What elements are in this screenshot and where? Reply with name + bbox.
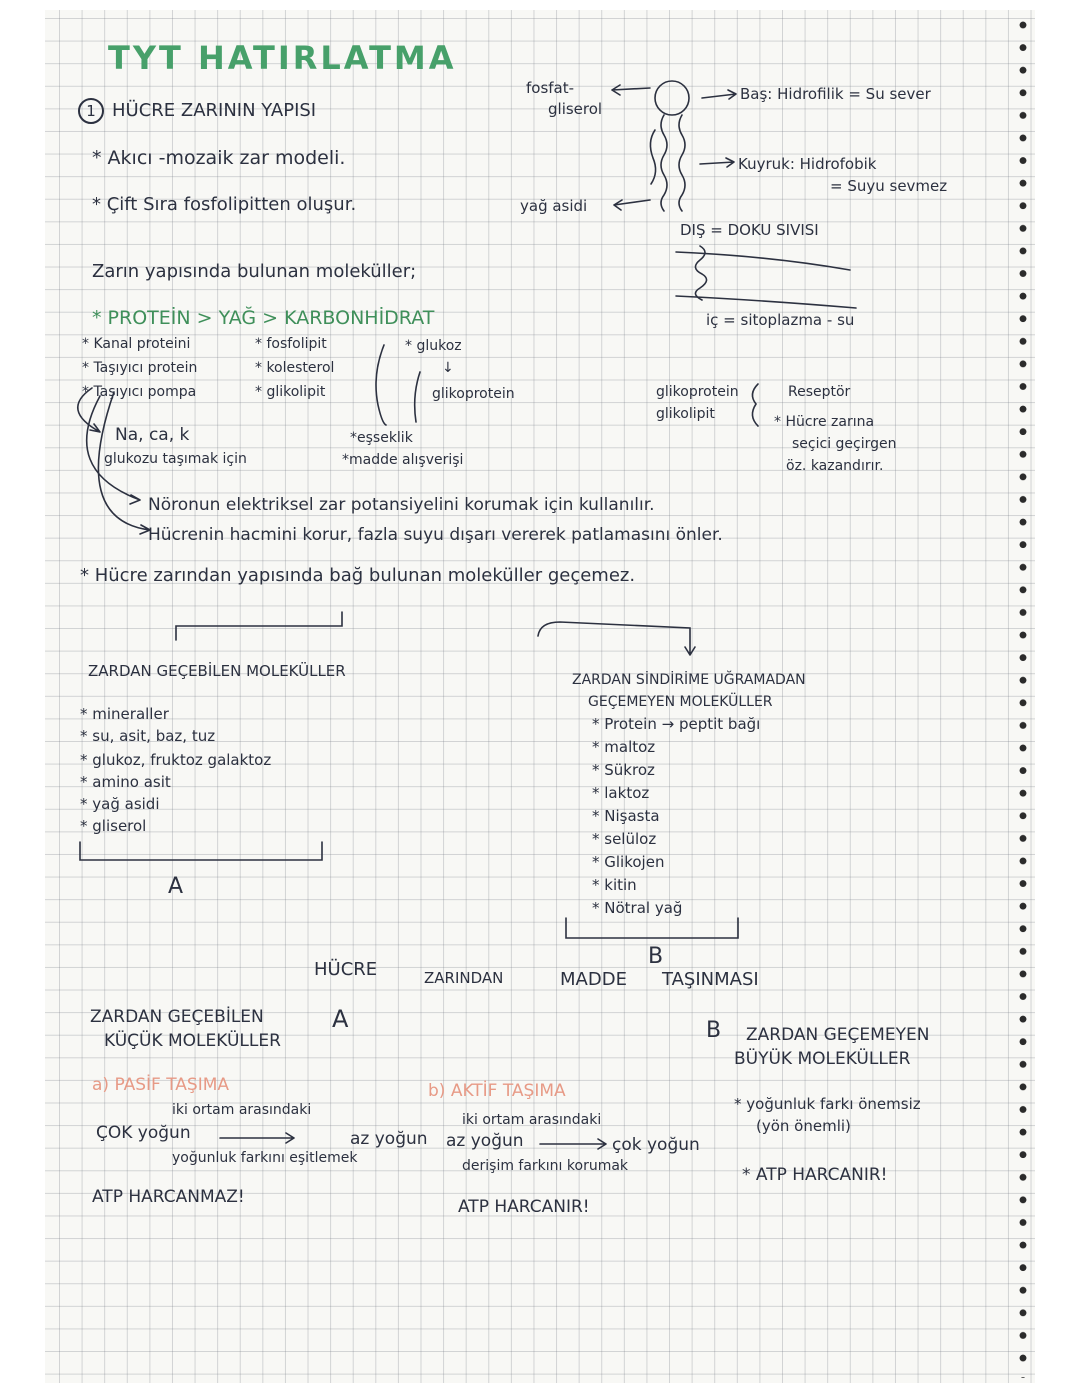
tail-label: Kuyruk: Hidrofobik: [738, 155, 877, 173]
outside-label: DIŞ = DOKU SIVISI: [680, 221, 819, 239]
ranking-line: * PROTEİN > YAĞ > KARBONHİDRAT: [92, 307, 435, 329]
receptor-desc: öz. kazandırır.: [786, 458, 884, 474]
down-arrow: ↓: [442, 360, 454, 376]
carb-item: * glukoz: [405, 338, 462, 354]
passable-item: * su, asit, baz, tuz: [80, 727, 216, 745]
passive-line-3: yoğunluk farkını eşitlemek: [172, 1150, 358, 1166]
big-title-1: ZARDAN GEÇEMEYEN: [746, 1025, 930, 1045]
active-line-1: iki ortam arasındaki: [462, 1112, 602, 1128]
big-note-2: (yön önemli): [756, 1117, 851, 1135]
exchange-label: *madde alışverişi: [342, 452, 464, 468]
nonpassable-item: * Glikojen: [592, 853, 665, 871]
passable-item: * gliserol: [80, 817, 147, 835]
nonpassable-item: * Nötral yağ: [592, 899, 683, 917]
big-title-2: BÜYÜK MOLEKÜLLER: [734, 1049, 911, 1069]
specificity-label: *eşseklik: [350, 430, 413, 446]
nonpassable-item: * Nişasta: [592, 807, 660, 825]
transport-word: MADDE: [560, 969, 627, 990]
nonpassable-letter: B: [648, 944, 664, 969]
big-letter: B: [706, 1018, 722, 1043]
passable-item: * amino asit: [80, 773, 171, 791]
section-heading: [78, 98, 316, 124]
passable-title: ZARDAN GEÇEBİLEN MOLEKÜLLER: [88, 662, 346, 680]
protein-item: * Kanal proteini: [82, 336, 191, 352]
receptor-glycolipid: glikolipit: [656, 406, 715, 422]
small-title-1: ZARDAN GEÇEBİLEN: [90, 1007, 264, 1027]
intro-line-1: * Akıcı -mozaik zar modeli.: [92, 147, 346, 169]
active-atp: ATP HARCANIR!: [458, 1197, 590, 1217]
small-title-2: KÜÇÜK MOLEKÜLLER: [104, 1031, 281, 1051]
spiral-binding: [1016, 18, 1030, 1378]
section-title: HÜCRE ZARININ YAPISI: [112, 100, 317, 121]
intro-line-2: * Çift Sıra fosfolipitten oluşur.: [92, 194, 357, 215]
neuron-line-2: Hücrenin hacmini korur, fazla suyu dışarı vererek patlamasını önler.: [148, 525, 723, 545]
transport-word: ZARINDAN: [424, 969, 504, 987]
nonpassable-item: * laktoz: [592, 784, 650, 802]
passable-item: * glukoz, fruktoz galaktoz: [80, 751, 272, 769]
small-letter: A: [332, 1005, 349, 1033]
inside-label: iç = sitoplazma - su: [706, 311, 855, 329]
receptor-desc: seçici geçirgen: [792, 436, 897, 452]
nonpassable-item: * maltoz: [592, 738, 656, 756]
glycoprotein-label: glikoprotein: [432, 386, 515, 402]
page-title: TYT HATIRLATMA: [108, 39, 457, 77]
passive-atp: ATP HARCANMAZ!: [92, 1187, 245, 1207]
lipid-item: * kolesterol: [255, 360, 335, 376]
transport-word: HÜCRE: [314, 959, 378, 980]
glycerol-label: gliserol: [548, 100, 603, 118]
active-to: çok yoğun: [612, 1135, 700, 1155]
receptor-title: Reseptör: [788, 384, 851, 400]
nonpassable-title-2: GEÇEMEYEN MOLEKÜLLER: [588, 694, 773, 710]
neuron-line-1: Nöronun elektriksel zar potansiyelini korumak için kullanılır.: [148, 495, 655, 515]
receptor-glycoprotein: glikoprotein: [656, 384, 739, 400]
passive-line-1: iki ortam arasındaki: [172, 1102, 312, 1118]
passive-to: az yoğun: [350, 1129, 428, 1149]
passable-item: * mineraller: [80, 705, 169, 723]
protein-item: * Taşıyıcı pompa: [82, 384, 197, 400]
section-number: 1: [78, 98, 104, 124]
lipid-item: * fosfolipit: [255, 336, 327, 352]
nonpassable-title-1: ZARDAN SİNDİRİME UĞRAMADAN: [572, 672, 806, 688]
transport-word: TAŞINMASI: [662, 969, 759, 990]
tail-label-2: = Suyu sevmez: [830, 177, 948, 195]
big-note-1: * yoğunluk farkı önemsiz: [734, 1095, 921, 1113]
nonpassable-item: * selüloz: [592, 830, 657, 848]
passable-item: * yağ asidi: [80, 795, 160, 813]
molecules-line: Zarın yapısında bulunan moleküller;: [92, 261, 417, 282]
nonpassable-item: * Protein → peptit bağı: [592, 715, 761, 733]
active-heading: b) AKTİF TAŞIMA: [428, 1081, 566, 1101]
fatty-acid-label: yağ asidi: [520, 197, 588, 215]
passive-heading: a) PASİF TAŞIMA: [92, 1075, 230, 1095]
passive-from: ÇOK yoğun: [96, 1123, 191, 1143]
active-from: az yoğun: [446, 1131, 524, 1151]
glucose-transport: glukozu taşımak için: [104, 451, 247, 467]
lipid-item: * glikolipit: [255, 384, 326, 400]
phosphate-label: fosfat-: [526, 79, 575, 97]
passable-letter: A: [168, 874, 184, 899]
protein-item: * Taşıyıcı protein: [82, 360, 198, 376]
big-note-atp: * ATP HARCANIR!: [742, 1165, 888, 1185]
receptor-desc: * Hücre zarına: [774, 414, 875, 430]
rule-line: * Hücre zarından yapısında bağ bulunan moleküller geçemez.: [80, 565, 636, 586]
head-label: Baş: Hidrofilik = Su sever: [740, 85, 931, 103]
active-line-3: derişim farkını korumak: [462, 1158, 629, 1174]
nonpassable-item: * Sükroz: [592, 761, 655, 779]
nonpassable-item: * kitin: [592, 876, 637, 894]
nak-label: Na, ca, k: [115, 425, 190, 445]
